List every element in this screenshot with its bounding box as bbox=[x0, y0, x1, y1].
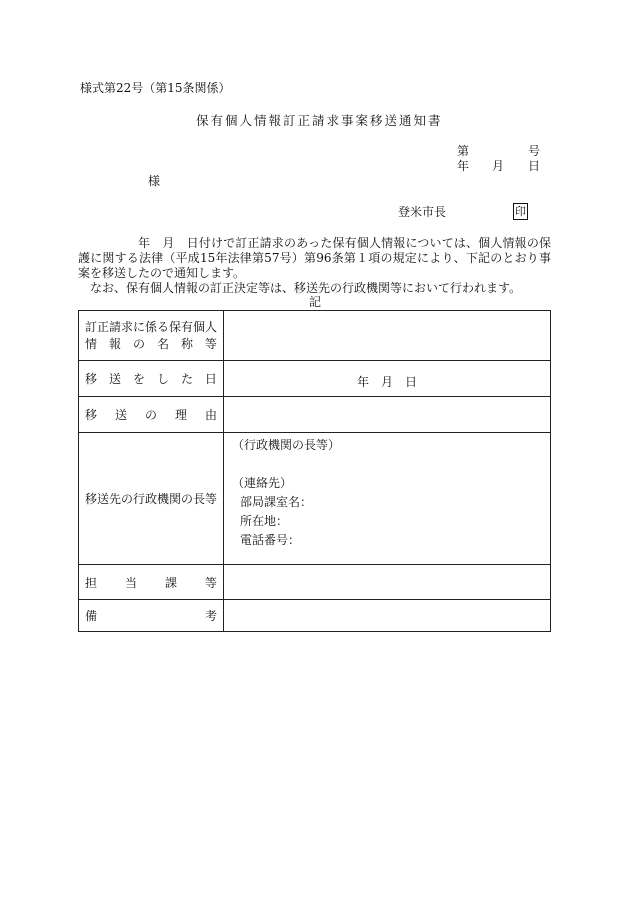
department-label: 部局課室名： bbox=[240, 495, 313, 509]
label-remarks: 備 考 bbox=[79, 600, 224, 632]
value-destination bbox=[224, 433, 551, 565]
value-transfer-date: 年 月 日 bbox=[224, 361, 551, 397]
form-number: 様式第22号（第15条関係） bbox=[80, 81, 231, 95]
value-transfer-reason bbox=[224, 397, 551, 433]
label-info-name bbox=[79, 311, 224, 361]
record-table bbox=[78, 310, 551, 632]
value-info-name bbox=[224, 311, 551, 361]
label-info-name-line1: 訂正請求に係る保有個人 bbox=[85, 319, 218, 334]
value-responsible-section bbox=[224, 565, 551, 600]
issue-date-year: 年 bbox=[457, 159, 470, 173]
seal-stamp: 印 bbox=[515, 205, 526, 218]
issue-number-prefix: 第 bbox=[457, 144, 470, 158]
issue-number-suffix: 号 bbox=[528, 144, 541, 158]
label-info-name-line2: 情 報 の 名 称 等 bbox=[85, 336, 217, 351]
row-transfer-reason bbox=[79, 397, 551, 433]
label-transfer-date: 移 送 を し た 日 bbox=[79, 361, 224, 397]
body-paragraph-2: なお、保有個人情報の訂正決定等は、移送先の行政機関等において行われます。 bbox=[90, 281, 522, 295]
row-responsible-section bbox=[79, 565, 551, 600]
address-label: 所在地： bbox=[240, 514, 289, 528]
row-info-name bbox=[79, 311, 551, 361]
label-transfer-reason: 移 送 の 理 由 bbox=[79, 397, 224, 433]
agency-head-label: （行政機関の長等） bbox=[232, 438, 341, 452]
label-responsible-section: 担 当 課 等 bbox=[79, 565, 224, 600]
body-paragraph-1: 年 月 日付けで訂正請求のあった保有個人情報については、個人情報の保護に関する法律（平成15年法律第57号）第96条第１項の規定により、下記のとおり事案を移送したので通知します。 bbox=[78, 236, 551, 280]
label-destination: 移送先の行政機関の長等 bbox=[79, 433, 224, 565]
row-transfer-date bbox=[79, 361, 551, 397]
ki-heading: 記 bbox=[309, 295, 322, 309]
issue-date-month: 月 bbox=[492, 159, 505, 173]
phone-label: 電話番号： bbox=[240, 533, 301, 547]
value-remarks bbox=[224, 600, 551, 632]
addressee-suffix: 様 bbox=[148, 174, 161, 188]
body-text bbox=[78, 236, 551, 296]
row-remarks bbox=[79, 600, 551, 632]
contact-heading: （連絡先） bbox=[232, 476, 293, 490]
sender-name: 登米市長 bbox=[398, 205, 447, 219]
issue-date-day: 日 bbox=[528, 159, 541, 173]
row-destination bbox=[79, 433, 551, 565]
document-title: 保有個人情報訂正請求事案移送通知書 bbox=[196, 113, 443, 128]
